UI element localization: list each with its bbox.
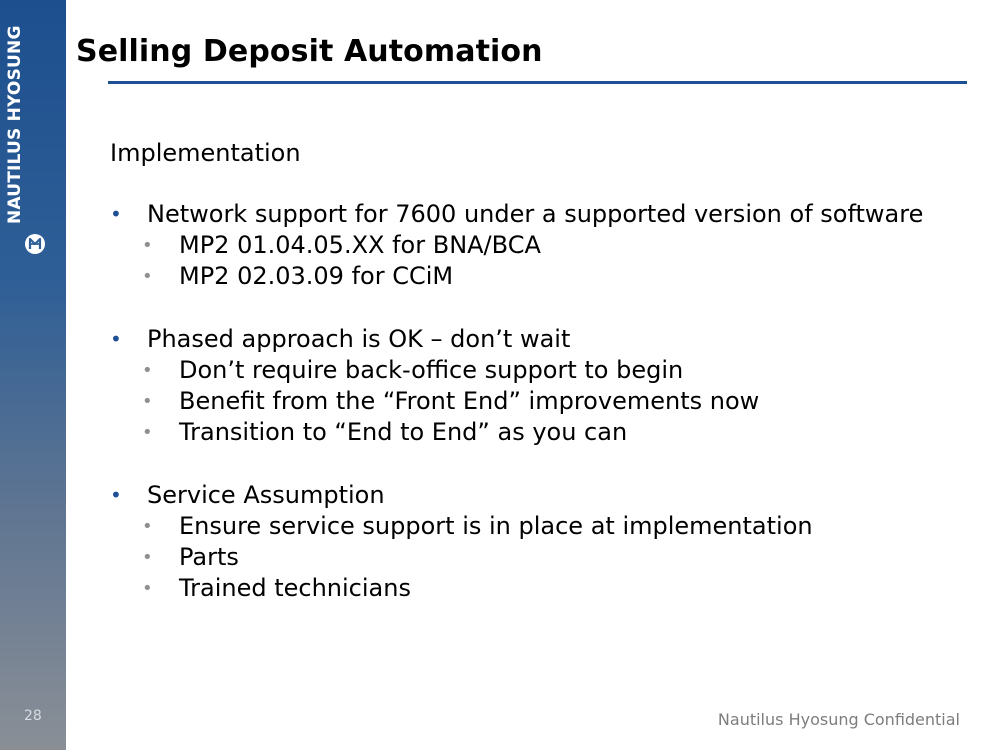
brand-wordmark: NAUTILUS HYOSUNG <box>5 25 25 224</box>
subbullet-marker: • <box>142 266 153 287</box>
bullet-marker: • <box>110 202 122 226</box>
subbullet-item <box>110 511 970 542</box>
bullet-text: Network support for 7600 under a supported version of software <box>147 200 924 228</box>
subbullet-text: Benefit from the “Front End” improvements now <box>179 387 760 415</box>
slide-content <box>110 138 970 604</box>
left-brand-sidebar <box>0 0 66 750</box>
bullet-text: Service Assumption <box>147 481 385 509</box>
subbullet-text: MP2 02.03.09 for CCiM <box>179 262 454 290</box>
subbullet-item <box>110 386 970 417</box>
subbullet-marker: • <box>142 360 153 381</box>
subbullet-item <box>110 230 970 261</box>
bullet-item <box>110 324 970 355</box>
subbullet-marker: • <box>142 578 153 599</box>
subbullet-item <box>110 417 970 448</box>
title-divider <box>108 81 967 84</box>
subbullet-item <box>110 355 970 386</box>
subbullet-text: Parts <box>179 543 239 571</box>
section-heading: Implementation <box>110 139 301 167</box>
subbullet-text: Trained technicians <box>179 574 411 602</box>
subbullet-item <box>110 261 970 292</box>
slide-title: Selling Deposit Automation <box>76 34 543 69</box>
group-spacer <box>110 292 970 324</box>
bullet-marker: • <box>110 483 122 507</box>
confidentiality-footer: Nautilus Hyosung Confidential <box>717 710 960 729</box>
group-spacer <box>110 448 970 480</box>
subbullet-text: Transition to “End to End” as you can <box>179 418 628 446</box>
bullet-text: Phased approach is OK – don’t wait <box>147 325 571 353</box>
subbullet-marker: • <box>142 516 153 537</box>
nautilus-hyosung-logo-icon <box>23 232 47 256</box>
page-number: 28 <box>24 708 42 724</box>
brand-logo <box>5 25 49 256</box>
subbullet-text: Don’t require back-office support to begin <box>179 356 684 384</box>
subbullet-item <box>110 573 970 604</box>
subbullet-marker: • <box>142 547 153 568</box>
subbullet-marker: • <box>142 235 153 256</box>
subbullet-item <box>110 542 970 573</box>
bullet-item <box>110 199 970 230</box>
bullet-item <box>110 480 970 511</box>
subbullet-text: MP2 01.04.05.XX for BNA/BCA <box>179 231 541 259</box>
subbullet-marker: • <box>142 391 153 412</box>
bullet-marker: • <box>110 327 122 351</box>
subbullet-text: Ensure service support is in place at implementation <box>179 512 813 540</box>
subbullet-marker: • <box>142 422 153 443</box>
